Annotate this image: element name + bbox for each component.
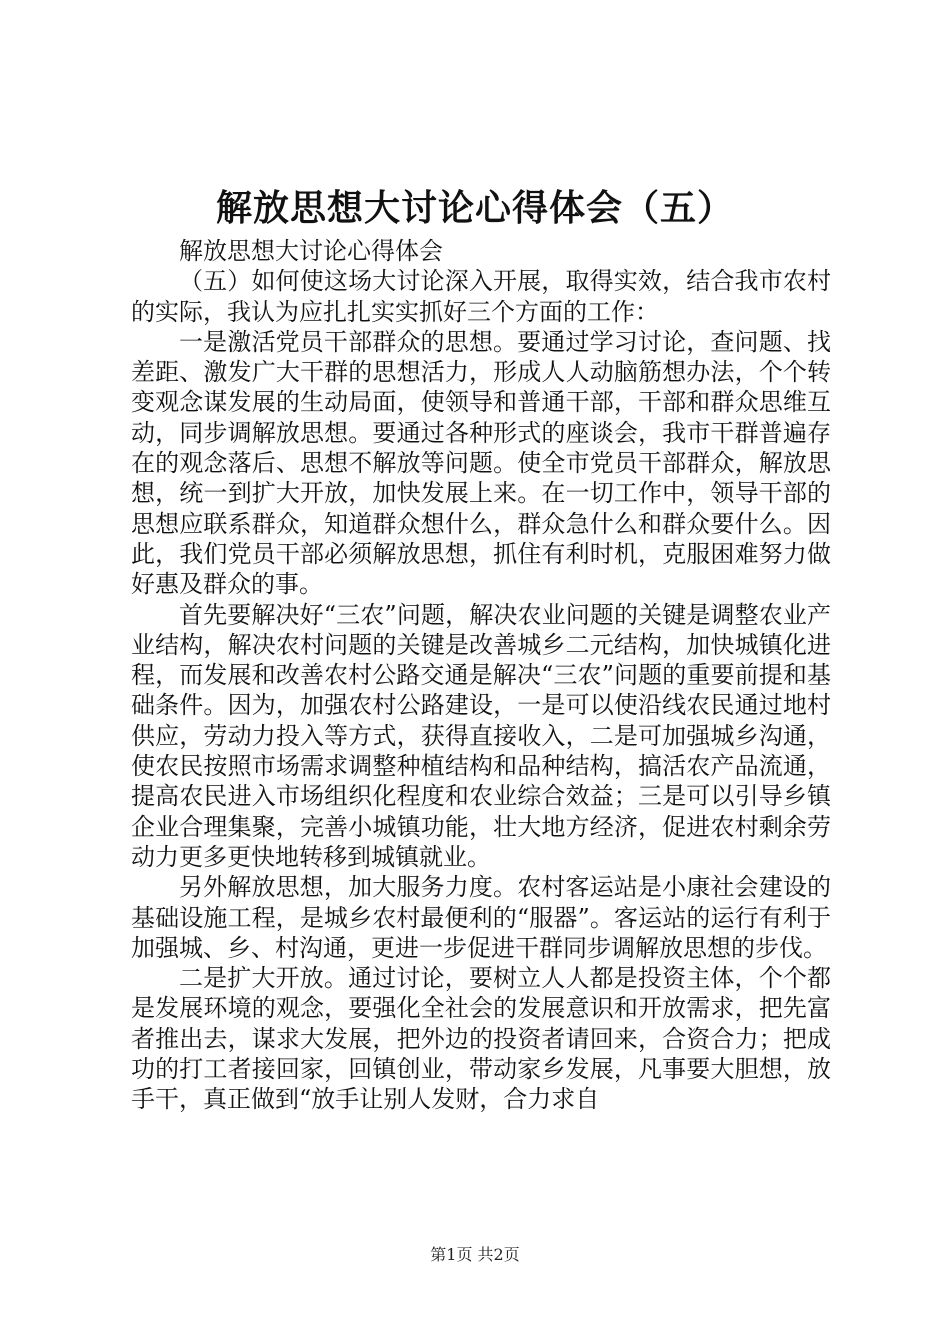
paragraph-three-rural: 首先要解决好“三农”问题，解决农业问题的关键是调整农业产业结构，解决农村问题的关键是改善城乡二元结构，加快城镇化进程，而发展和改善农村公路交通是解决“三农”问题的重要前提和基础条件。因为，加强农村公路建设，一是可以使沿线农民通过地村供应，劳动力投入等方式，获得直接收入，二是可加强城乡沟通，使农民按照市场需求调整种植结构和品种结构，搞活农产品流通，提高农民进入市场组织化程度和农业综合效益；三是可以引导乡镇企业合理集聚，完善小城镇功能，壮大地方经济，促进农村剩余劳动力更多更快地转移到城镇就业。 bbox=[131, 600, 831, 871]
document-title: 解放思想大讨论心得体会（五） bbox=[215, 187, 734, 229]
paragraph-point-one: 一是激活党员干部群众的思想。要通过学习讨论，查问题、找差距、激发广大干群的思想活力，形成人人动脑筋想办法，个个转变观念谋发展的生动局面，使领导和普通干部，干部和群众思维互动，同步调解放思想。要通过各种形式的座谈会，我市干群普遍存在的观念落后、思想不解放等问题。使全市党员干部群众，解放思想，统一到扩大开放，加快发展上来。在一切工作中，领导干部的思想应联系群众，知道群众想什么，群众急什么和群众要什么。因此，我们党员干部必须解放思想，抓住有利时机，克服困难努力做好惠及群众的事。 bbox=[131, 327, 831, 599]
page-footer: 第1页 共2页 bbox=[430, 1245, 520, 1264]
paragraph-service: 另外解放思想，加大服务力度。农村客运站是小康社会建设的基础设施工程，是城乡农村最便利的“服器”。客运站的运行有利于加强城、乡、村沟通，更进一步促进干群同步调解放思想的步伐。 bbox=[131, 873, 831, 962]
document-body bbox=[131, 236, 831, 1115]
paragraph-intro: （五）如何使这场大讨论深入开展，取得实效，结合我市农村的实际，我认为应扎扎实实抓好三个方面的工作： bbox=[131, 267, 831, 326]
paragraph-subtitle: 解放思想大讨论心得体会 bbox=[179, 237, 443, 265]
paragraph-point-two: 二是扩大开放。通过讨论，要树立人人都是投资主体，个个都是发展环境的观念，要强化全社会的发展意识和开放需求，把先富者推出去，谋求大发展，把外边的投资者请回来，合资合力；把成功的打工者接回家，回镇创业，带动家乡发展，凡事要大胆想，放手干，真正做到“放手让别人发财，合力求自 bbox=[131, 964, 831, 1114]
